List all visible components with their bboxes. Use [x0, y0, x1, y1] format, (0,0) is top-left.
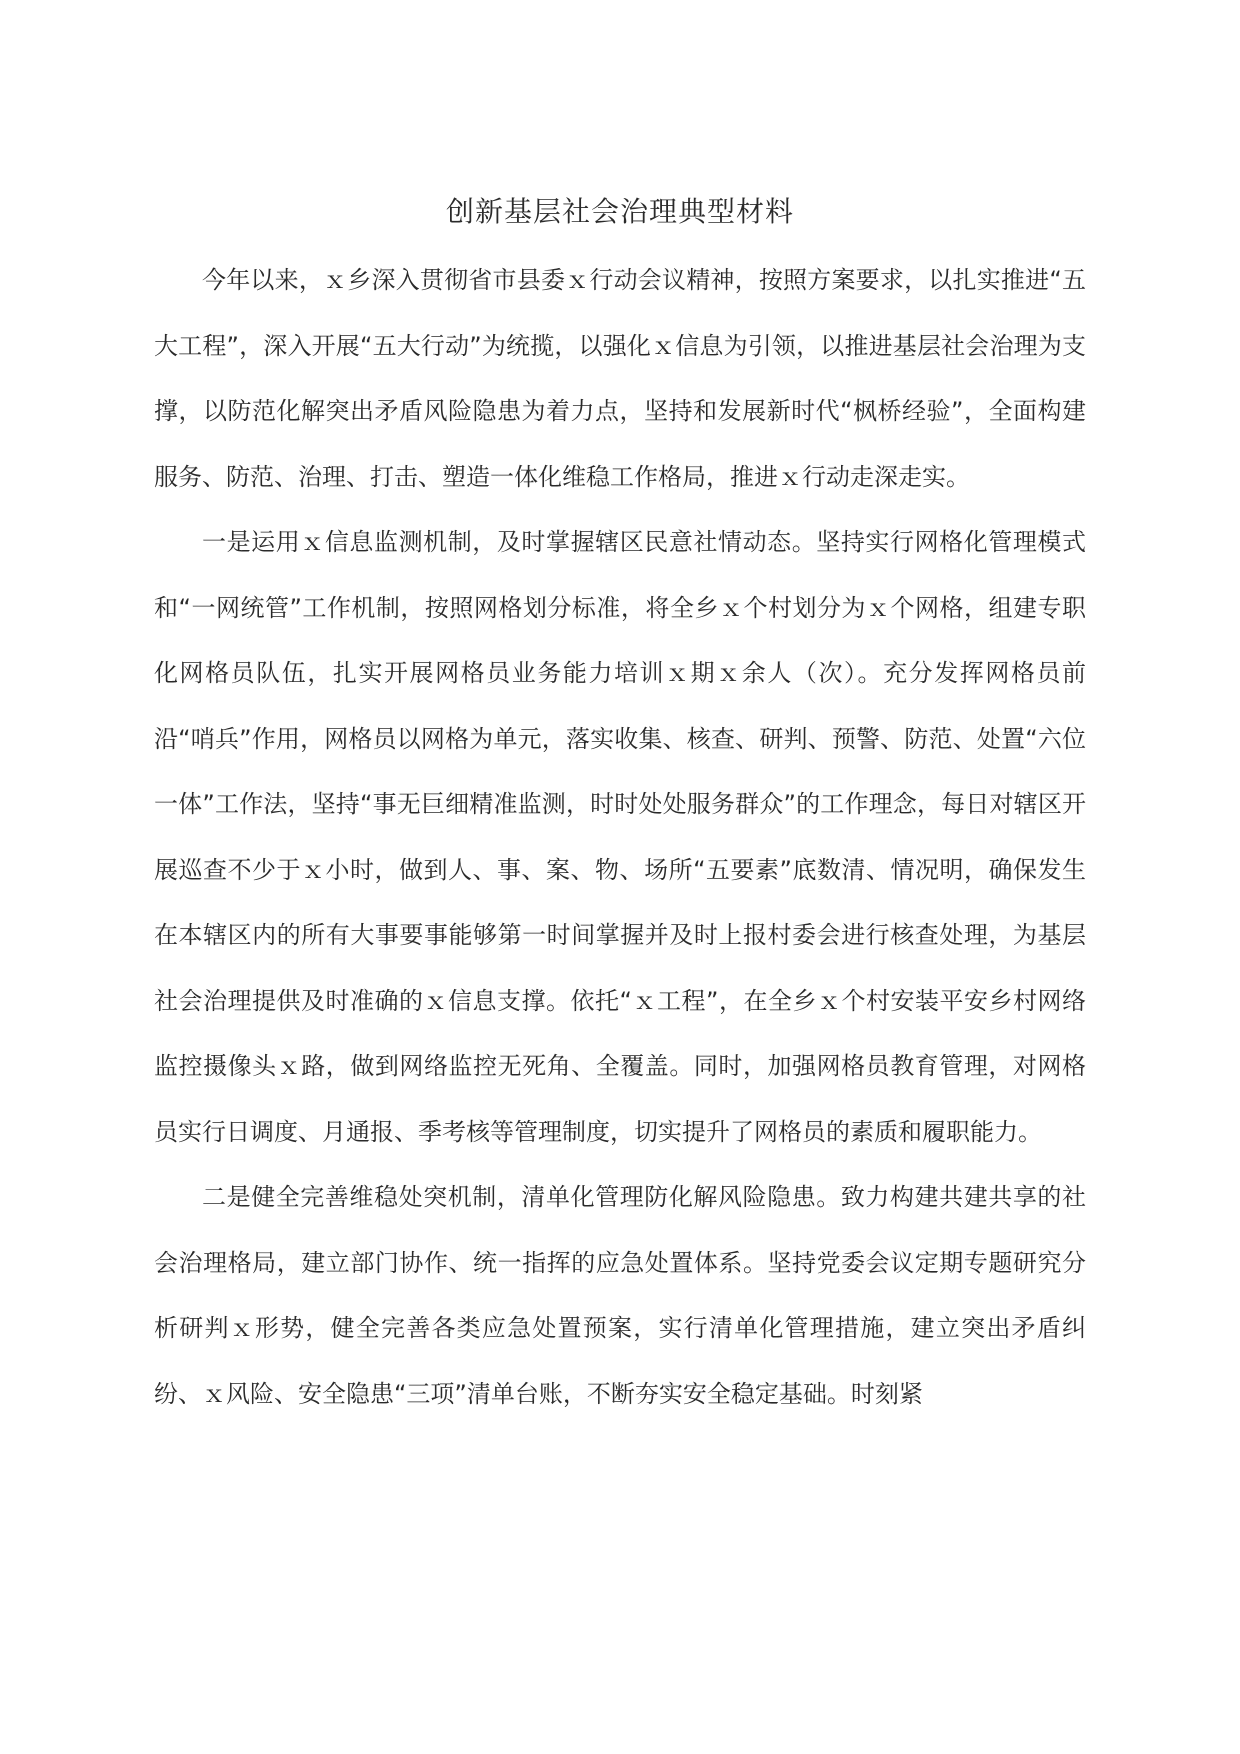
document-title: 创新基层社会治理典型材料 — [445, 195, 794, 228]
paragraph-intro: 今年以来，ｘ乡深入贯彻省市县委ｘ行动会议精神，按照方案要求，以扎实推进“五大工程”，深入开展“五大行动”为统揽，以强化ｘ信息为引领，以推进基层社会治理为支撑，以防范化解突出矛盾风险隐患为着力点，坚持和发展新时代“枫桥经验”，全面构建服务、防范、治理、打击、塑造一体化维稳工作格局，推进ｘ行动走深走实。 — [154, 266, 1086, 491]
document-body — [154, 248, 1086, 1427]
paragraph-section-one: 一是运用ｘ信息监测机制，及时掌握辖区民意社情动态。坚持实行网格化管理模式和“一网统管”工作机制，按照网格划分标准，将全乡ｘ个村划分为ｘ个网格，组建专职化网格员队伍，扎实开展网格员业务能力培训ｘ期ｘ余人（次）。充分发挥网格员前沿“哨兵”作用，网格员以网格为单元，落实收集、核查、研判、预警、防范、处置“六位一体”工作法，坚持“事无巨细精准监测，时时处处服务群众”的工作理念，每日对辖区开展巡查不少于ｘ小时，做到人、事、案、物、场所“五要素”底数清、情况明，确保发生在本辖区内的所有大事要事能够第一时间掌握并及时上报村委会进行核查处理，为基层社会治理提供及时准确的ｘ信息支撑。依托“ｘ工程”，在全乡ｘ个村安装平安乡村网络监控摄像头ｘ路，做到网络监控无死角、全覆盖。同时，加强网格员教育管理，对网格员实行日调度、月通报、季考核等管理制度，切实提升了网格员的素质和履职能力。 — [154, 528, 1086, 1146]
paragraph-section-two: 二是健全完善维稳处突机制，清单化管理防化解风险隐患。致力构建共建共享的社会治理格局，建立部门协作、统一指挥的应急处置体系。坚持党委会议定期专题研究分析研判ｘ形势，健全完善各类应急处置预案，实行清单化管理措施，建立突出矛盾纠纷、ｘ风险、安全隐患“三项”清单台账，不断夯实安全稳定基础。时刻紧 — [154, 1183, 1086, 1408]
